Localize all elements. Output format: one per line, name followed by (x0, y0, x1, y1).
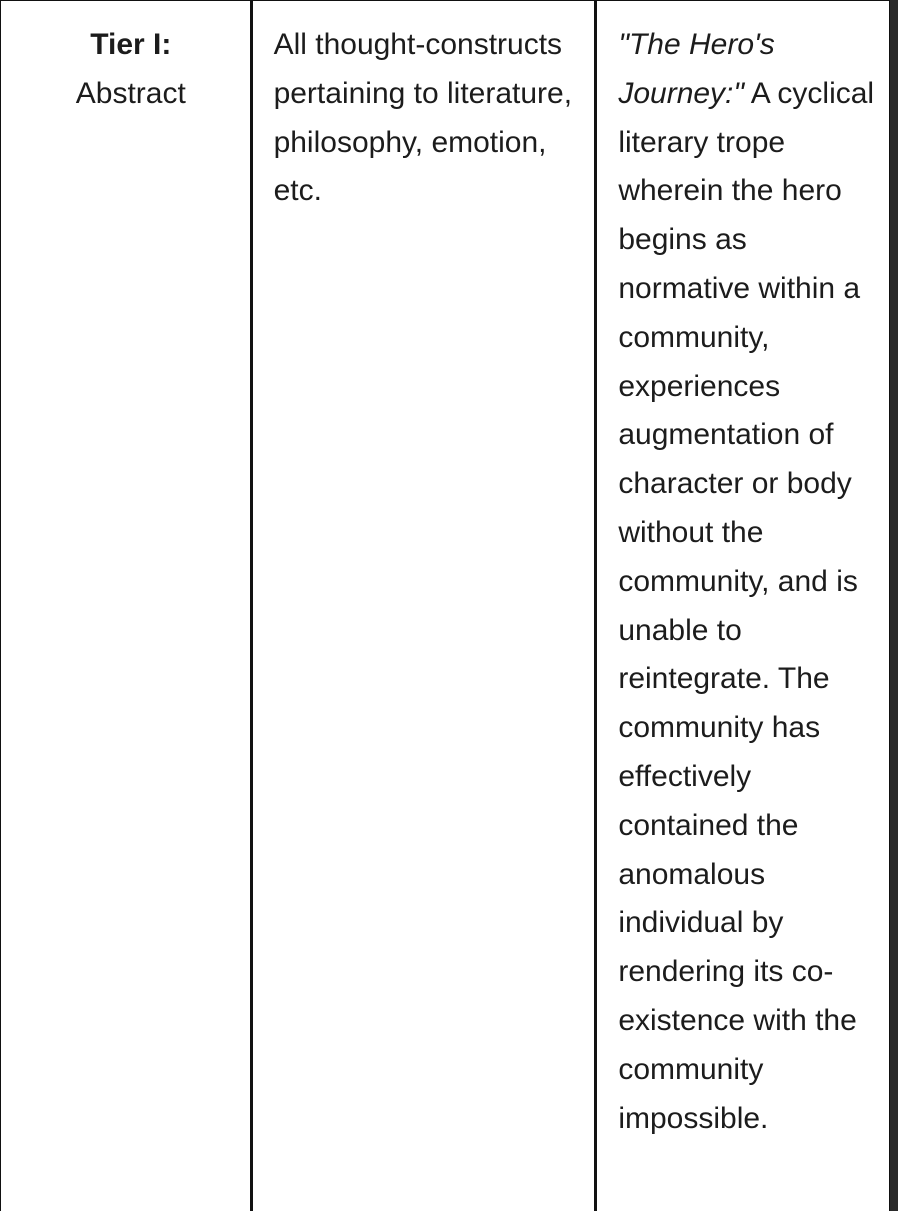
definition-text: All thought-constructs pertaining to literature, philosophy, emotion, etc. (273, 28, 573, 208)
example-title: "The Hero's Journey:" (618, 28, 775, 110)
tier-name: Abstract (75, 76, 186, 110)
definition-cell (251, 0, 596, 1211)
window-edge (890, 0, 898, 1211)
tier-cell (0, 0, 251, 1211)
example-text: A cyclical literary trope wherein the hero begins as normative within a community, experiences augmentation of character or body without the community, and is unable to reintegrate. The community has effectively contained the anomalous individual by rendering its co-existence with the community impossible. (618, 76, 875, 1135)
tier-label: Tier I: (90, 28, 172, 61)
example-cell (596, 0, 891, 1211)
